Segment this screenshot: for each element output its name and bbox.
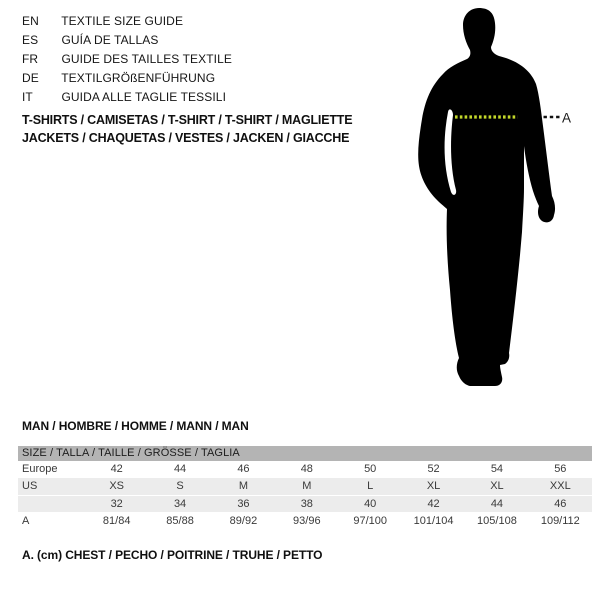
size-cell: 42 bbox=[427, 498, 440, 510]
size-cell: 105/108 bbox=[477, 515, 517, 527]
size-cell: 32 bbox=[110, 498, 123, 510]
size-cell: 81/84 bbox=[102, 515, 131, 527]
measure-label-a: A bbox=[562, 110, 572, 126]
size-cell: S bbox=[176, 480, 184, 492]
row-label: A bbox=[22, 515, 30, 527]
row-label: US bbox=[22, 480, 38, 492]
language-list bbox=[22, 12, 232, 107]
language-code: DE bbox=[22, 71, 39, 85]
language-label: GUIDE DES TAILLES TEXTILE bbox=[61, 52, 232, 66]
size-cell: XL bbox=[490, 480, 504, 492]
man-silhouette-figure bbox=[400, 0, 600, 400]
language-row-it bbox=[22, 88, 232, 107]
language-row-en bbox=[22, 12, 232, 31]
size-cell: XXL bbox=[549, 480, 571, 492]
size-table bbox=[18, 446, 592, 530]
table-row-europe bbox=[18, 461, 592, 478]
size-cell: 46 bbox=[237, 463, 250, 475]
language-label: TEXTILGRÖßENFÜHRUNG bbox=[61, 71, 216, 85]
size-cell: 97/100 bbox=[353, 515, 388, 527]
row-label bbox=[18, 496, 85, 512]
size-cell: 50 bbox=[364, 463, 377, 475]
size-cell: 52 bbox=[427, 463, 440, 475]
language-label: GUIDA ALLE TAGLIE TESSILI bbox=[61, 90, 227, 104]
language-label: GUÍA DE TALLAS bbox=[61, 33, 159, 47]
size-cell: M bbox=[238, 480, 249, 492]
language-label: TEXTILE SIZE GUIDE bbox=[61, 14, 184, 28]
language-row-fr bbox=[22, 50, 232, 69]
size-cell: 46 bbox=[554, 498, 567, 510]
size-cell: 42 bbox=[110, 463, 123, 475]
size-cell: M bbox=[302, 480, 312, 492]
size-cell: XS bbox=[109, 480, 125, 492]
language-code: FR bbox=[22, 52, 39, 66]
size-cell: 93/96 bbox=[293, 515, 321, 527]
product-category-list bbox=[22, 111, 352, 147]
size-cell: 38 bbox=[300, 498, 313, 510]
product-line-jackets: JACKETS / CHAQUETAS / VESTES / JACKEN / GIACCHE bbox=[22, 131, 350, 145]
table-row-us bbox=[18, 478, 592, 495]
size-cell: 34 bbox=[173, 498, 187, 510]
language-code: EN bbox=[22, 14, 39, 28]
table-row-chest-a bbox=[18, 512, 592, 530]
size-cell: 101/104 bbox=[413, 515, 454, 527]
language-code: IT bbox=[22, 90, 33, 104]
language-row-es bbox=[22, 31, 232, 50]
language-row-de bbox=[22, 69, 232, 88]
section-title-man: MAN / HOMBRE / HOMME / MANN / MAN bbox=[22, 419, 249, 433]
measurement-footnote: A. (cm) CHEST / PECHO / POITRINE / TRUHE / PETTO bbox=[22, 548, 323, 562]
size-cell: 44 bbox=[173, 463, 187, 475]
size-cell: 48 bbox=[300, 463, 313, 475]
size-cell: XL bbox=[426, 480, 441, 492]
size-table-header: SIZE / TALLA / TAILLE / GRÖSSE / TAGLIA bbox=[18, 446, 592, 461]
size-cell: 44 bbox=[490, 498, 504, 510]
product-line-tshirts: T-SHIRTS / CAMISETAS / T-SHIRT / T-SHIRT / MAGLIETTE bbox=[22, 113, 353, 127]
man-silhouette bbox=[418, 8, 555, 386]
size-cell: 56 bbox=[554, 463, 567, 475]
size-cell: 36 bbox=[237, 498, 250, 510]
size-cell: 85/88 bbox=[166, 515, 194, 527]
size-cell: L bbox=[367, 480, 374, 492]
language-code: ES bbox=[22, 33, 39, 47]
table-row-numeric bbox=[18, 495, 592, 512]
size-cell: 54 bbox=[490, 463, 504, 475]
size-cell: 109/112 bbox=[540, 515, 580, 527]
size-cell: 89/92 bbox=[229, 515, 258, 527]
size-cell: 40 bbox=[364, 498, 377, 510]
row-label: Europe bbox=[22, 463, 58, 475]
